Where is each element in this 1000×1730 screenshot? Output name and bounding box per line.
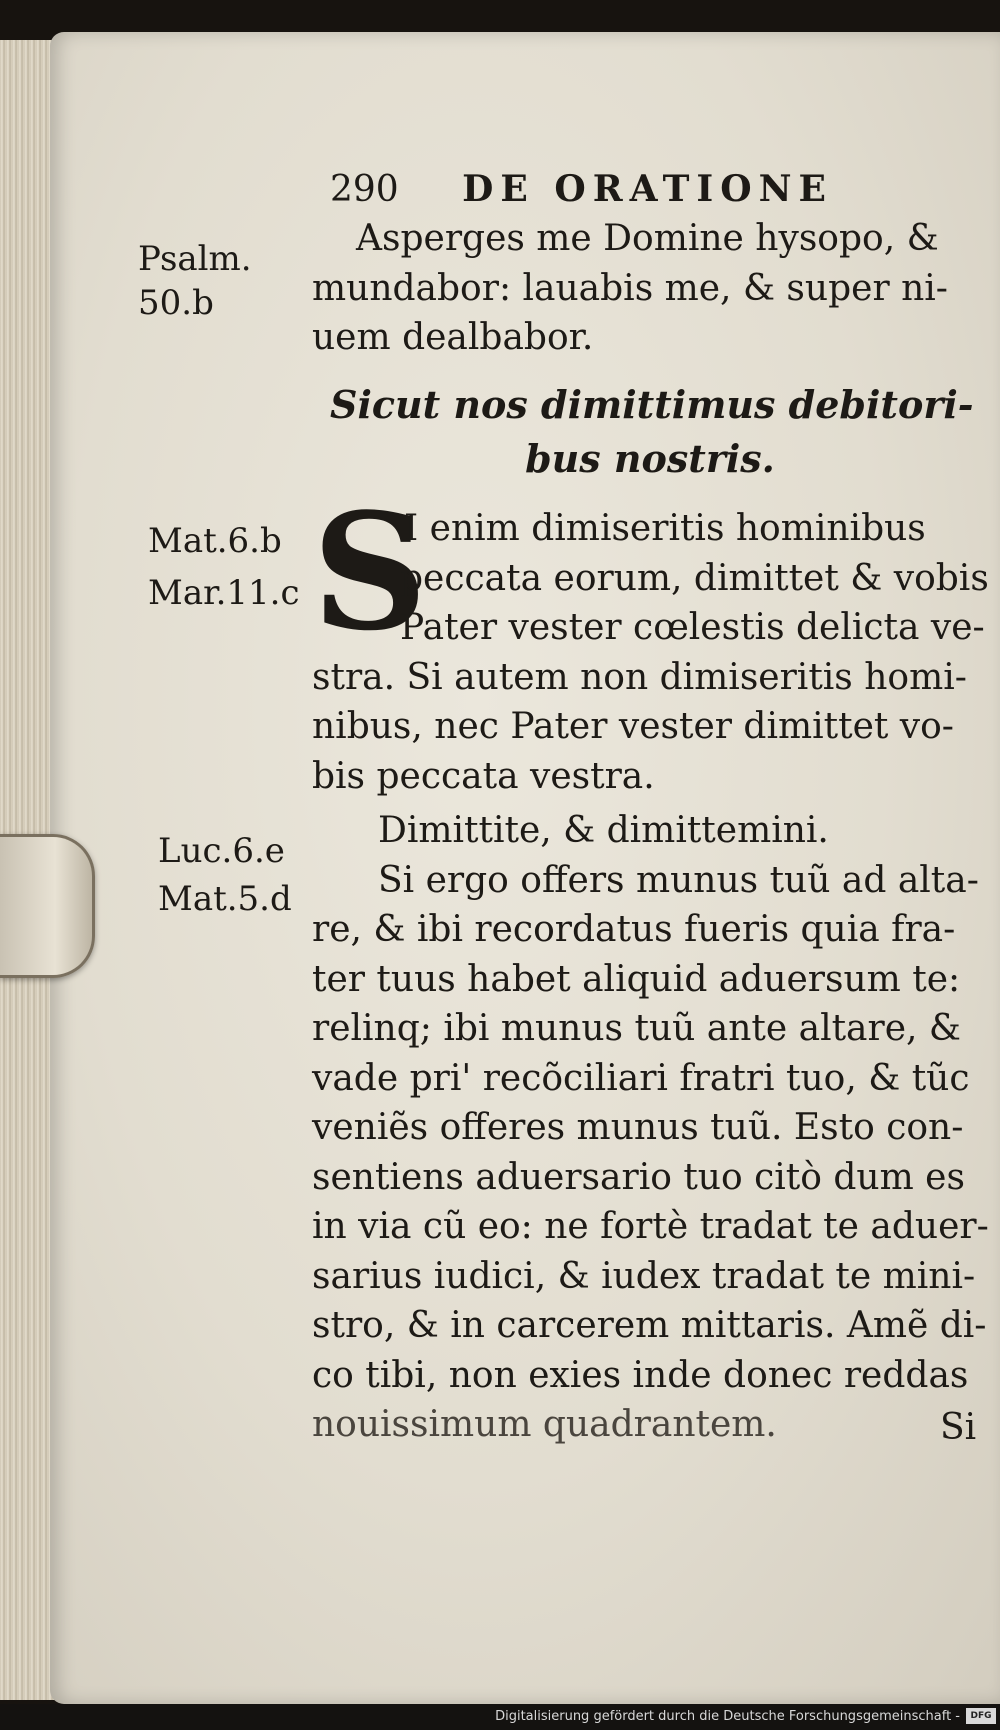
text-line: co tibi, non exies inde donec reddas bbox=[312, 1354, 969, 1396]
text-line: in via cũ eo: ne fortè tradat te aduer- bbox=[312, 1206, 989, 1247]
text-line: peccata eorum, dimittet & vobis bbox=[400, 557, 989, 599]
catchword: Si bbox=[940, 1407, 977, 1448]
text-line: stro, & in carcerem mittaris. Amẽ di- bbox=[312, 1305, 987, 1346]
text-line: Asperges me Domine hysopo, & bbox=[356, 218, 939, 259]
running-title: DE ORATIONE bbox=[462, 168, 833, 210]
section-heading bbox=[330, 378, 974, 486]
text-line: bis peccata vestra. bbox=[312, 755, 655, 797]
text-line: sarius iudici, & iudex tradat te mini- bbox=[312, 1255, 976, 1297]
text-line: re, & ibi recordatus fueris quia fra- bbox=[312, 909, 956, 950]
text-line: nouissimum quadrantem. bbox=[312, 1404, 777, 1445]
text-line: I enim dimiseritis hominibus bbox=[404, 508, 926, 549]
margin-note-mat-5d: Mat.5.d bbox=[158, 879, 292, 919]
text-line: ter tuus habet aliquid aduersum te: bbox=[312, 958, 961, 1000]
paragraph-reconciliation bbox=[312, 806, 989, 1450]
book-clasp bbox=[0, 834, 95, 978]
text-line: Dimittite, & dimittemini. bbox=[378, 810, 829, 851]
text-line: sentiens aduersario tuo citò dum es bbox=[312, 1156, 965, 1198]
digitization-credit: Digitalisierung gefördert durch die Deutsche Forschungsgemeinschaft - bbox=[495, 1709, 960, 1724]
psalm-verse bbox=[312, 214, 984, 363]
margin-note-psalm-ref: 50.b bbox=[138, 283, 214, 323]
heading-line: Sicut nos dimittimus debitori- bbox=[330, 382, 974, 427]
text-line: relinq; ibi munus tuũ ante altare, & bbox=[312, 1008, 961, 1049]
paragraph-forgiveness bbox=[312, 478, 989, 801]
text-line: veniẽs offeres munus tuũ. Esto con- bbox=[312, 1107, 964, 1148]
text-line: uem dealbabor. bbox=[312, 317, 594, 358]
text-line: mundabor: lauabis me, & super ni- bbox=[312, 267, 948, 309]
drop-cap: S bbox=[312, 478, 428, 666]
text-line: Pater vester cœlestis delicta ve- bbox=[400, 607, 985, 648]
margin-note-mar-11c: Mar.11.c bbox=[148, 573, 300, 613]
running-header bbox=[330, 168, 833, 210]
margin-note-mat-6b: Mat.6.b bbox=[148, 521, 282, 561]
text-line: vade pri' recõciliari fratri tuo, & tũc bbox=[312, 1057, 970, 1099]
text-line: stra. Si autem non dimiseritis homi- bbox=[312, 656, 967, 698]
page-number: 290 bbox=[330, 169, 399, 210]
margin-note-psalm: Psalm. bbox=[138, 239, 252, 279]
text-line: Si ergo offers munus tuũ ad alta- bbox=[378, 859, 979, 901]
text-line: nibus, nec Pater vester dimittet vo- bbox=[312, 706, 954, 747]
heading-line: bus nostris. bbox=[525, 436, 775, 481]
margin-note-luc-6e: Luc.6.e bbox=[158, 831, 285, 871]
dfg-logo-icon: DFG bbox=[966, 1708, 996, 1724]
